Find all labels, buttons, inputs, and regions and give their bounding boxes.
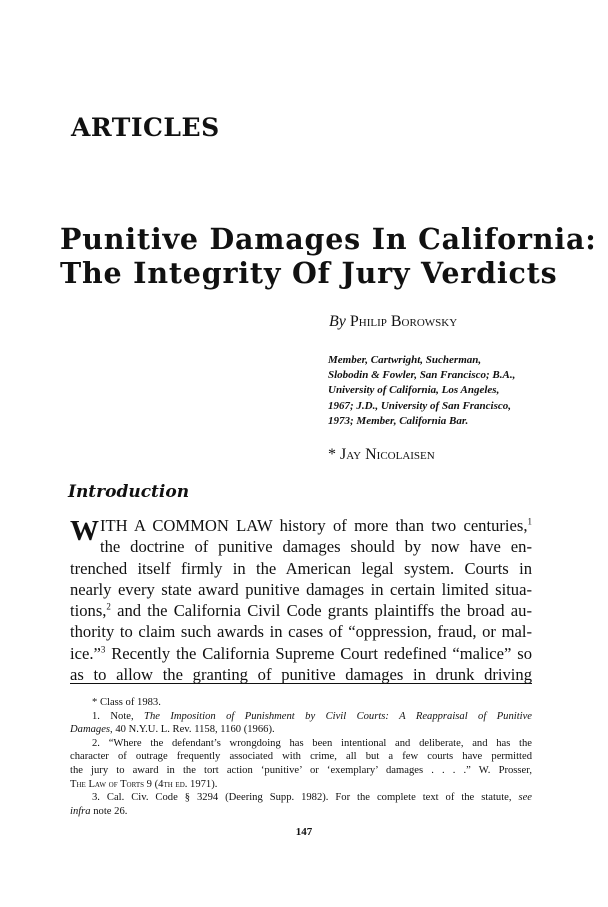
coauthor-name: Jay Nicolaisen — [340, 446, 435, 463]
coauthor-footnote-marker: * — [328, 446, 336, 463]
footnote-ref-2[interactable]: 2 — [106, 601, 111, 612]
body-line — [70, 643, 532, 664]
article-title-line-2: The Integrity Of Jury Verdicts — [60, 256, 558, 290]
body-line: nearly every state award punitive damages in certain limited situa- — [70, 579, 532, 599]
footnote-2-cont: The Law of Torts 9 (4th ed. 1971). — [70, 778, 218, 790]
section-heading: ARTICLES — [71, 113, 220, 142]
footnote-ref-1[interactable]: 1 — [527, 516, 532, 527]
byline-prefix: By — [329, 313, 346, 330]
footnote-1 — [70, 710, 532, 724]
bio-line: University of California, Los Angeles, — [328, 384, 500, 397]
drop-cap: W — [70, 515, 99, 547]
signal-infra: infra — [70, 805, 91, 817]
coauthor — [328, 446, 435, 464]
footnote-number: 1. — [92, 710, 100, 722]
body-text: and the California Civil Code grants plaintiffs the broad au- — [110, 601, 532, 621]
cited-title: Damages — [70, 724, 111, 736]
bio-line: 1967; J.D., University of San Francisco, — [328, 399, 512, 412]
bio-line: Member, Cartwright, Sucherman, — [328, 354, 482, 366]
footnote-text: Note, — [110, 710, 134, 722]
footnote-3-cont — [70, 805, 532, 819]
footnote-text: , 40 N.Y.U. L. Rev. 1158, 1160 (1966). — [110, 724, 275, 736]
author-name: Philip Borowsky — [349, 313, 458, 330]
article-title — [60, 222, 597, 290]
page-number: 147 — [295, 826, 313, 838]
body-line: the doctrine of punitive damages should by now have en- — [100, 537, 532, 557]
footnote-2 — [70, 737, 532, 751]
body-text: Recently the California Supreme Court redefined “malice” so — [105, 643, 532, 663]
footnote-number: 3. — [92, 792, 100, 804]
body-text: ITH A COMMON LAW history of more than two centuries, — [100, 516, 528, 535]
footnote-number: 2. — [92, 737, 100, 749]
body-line — [70, 515, 532, 536]
body-line: as to allow the granting of punitive damages in drunk driving — [70, 665, 532, 685]
introduction-body — [70, 515, 532, 685]
footnote-star: * Class of 1983. — [92, 697, 161, 708]
bio-line: Slobodin & Fowler, San Francisco; B.A., — [328, 369, 516, 382]
author-byline — [329, 313, 457, 331]
footnotes — [70, 696, 532, 818]
cited-title: The Imposition of Punishment by Civil Courts: A Reappraisal of Punitive — [144, 710, 533, 722]
footnote-1-cont — [70, 723, 532, 737]
body-line: trenched itself firmly in the American legal system. Courts in — [70, 558, 532, 578]
signal-see: see — [518, 792, 532, 804]
footnote-divider — [70, 683, 532, 684]
author-bio — [328, 353, 588, 429]
body-line — [70, 600, 532, 621]
body-text: tions, — [70, 601, 107, 621]
bio-line: 1973; Member, California Bar. — [328, 414, 469, 427]
body-text: ice.” — [70, 643, 101, 663]
footnote-3 — [70, 791, 532, 805]
introduction-heading: Introduction — [68, 482, 190, 502]
footnote-2-cont: the jury to award in the tort action ‘punitive’ or ‘exemplary’ damages . . . .” W. Prosser, — [70, 764, 532, 776]
article-title-line-1: Punitive Damages In California: — [60, 222, 597, 256]
footnote-text: Cal. Civ. Code § 3294 (Deering Supp. 1982). For the complete text of the statute, — [106, 792, 512, 804]
footnote-text: “Where the defendant’s wrongdoing has been intentional and deliberate, and has the — [108, 737, 533, 749]
footnote-text: note 26. — [90, 805, 128, 817]
footnote-ref-3[interactable]: 3 — [100, 644, 106, 655]
footnote-2-cont: character of outrage frequently associated with crime, all but a few courts have permitted — [70, 751, 532, 763]
body-line: thority to claim such awards in cases of “oppression, fraud, or mal- — [70, 622, 532, 642]
